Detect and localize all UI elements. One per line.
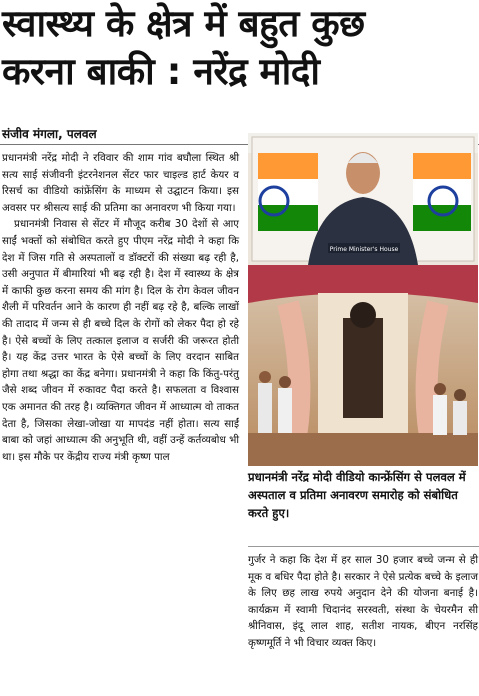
photo-caption: प्रधानमंत्री नरेंद्र मोदी वीडियो कान्फ्रेंसिंग से पलवल में अस्पताल व प्रतिमा अनावरण समारोह को संबोधित करते हुए। xyxy=(248,470,466,520)
headline-line-2: करना बाकी : नरेंद्र मोदी xyxy=(2,50,320,93)
byline: संजीव मंगला, पलवल xyxy=(2,127,97,141)
headline-line-1: स्वास्थ्य के क्षेत्र में बहुत कुछ xyxy=(2,2,365,45)
screen-label: Prime Minister's House xyxy=(329,246,399,253)
paragraph-1: प्रधानमंत्री नरेंद्र मोदी ने रविवार की शाम गांव बघौला स्थित श्री सत्य साई संजीवनी इंटरनेशनल सेंटर फार चाइल्ड हार्ट केयर व रिसर्च का वीडियो कांफ्रेंसिंग के माध्यम से उद्घाटन किया। इस अवसर पर श्रीसत्य साई की प्रतिमा का अनावरण भी किया गया। xyxy=(2,152,239,214)
left-column xyxy=(2,150,239,465)
headline xyxy=(2,0,478,96)
news-photo xyxy=(248,133,478,466)
right-column xyxy=(248,552,478,652)
photo-illustration xyxy=(248,133,478,466)
paragraph-2: प्रधानमंत्री निवास से सेंटर में मौजूद करीब 30 देशों से आए साईं भक्तों को संबोधित करते हुए पीएम नरेंद्र मोदी ने कहा कि देश में जिस गति से अस्पतालों व डॉक्टरों की संख्या बढ़ रही है, उसी अनुपात में बीमारियां भी बढ़ रही है। देश में स्वास्थ्य के क्षेत्र में काफी कुछ करना समय की मांग है। दिल के रोग केवल जीवन शैली में परिवर्तन आने के कारण ही नहीं बढ़ रहे है, बल्कि लाखों की तादाद में जन्म से ही बच्चे दिल के रोगों को लेकर पैदा हो रहे है। ऐसे बच्चों के लिए तत्काल इलाज व सर्जरी की जरूरत होती है। यह केंद्र उत्तर भारत के ऐसे बच्चों के लिए वरदान साबित होगा तथा श्रद्धा का केंद्र बनेगा। प्रधानमंत्री ने कहा कि किंतु-परंतु जैसे शब्द जीवन में रुकावट पैदा करते है। सफलता व विश्वास एक अमानत की तरह है। व्यक्तिगत जीवन में आध्यात्म वो ताकत देता है, जिसका लेखा-जोखा या मापदंड नहीं होता। सत्य साईं बाबा को जहां आध्यात्म की अनुभूति थी, वहीं उन्हें कर्तव्यबोध भी था। इस मौके पर केंद्रीय राज्य मंत्री कृष्ण पाल xyxy=(2,218,239,463)
statue xyxy=(343,318,383,418)
paragraph-3: गुर्जर ने कहा कि देश में हर साल 30 हजार बच्चे जन्म से ही मूक व बधिर पैदा होते है। सरकार ने ऐसे प्रत्येक बच्चे के इलाज के लिए छह लाख रुपये अनुदान देने की योजना बनाई है। कार्यक्रम में स्वामी चिदानंद सरस्वती, संस्था के चेयरमैन सी श्रीनिवास, इंदू लाल शाह, सतीश नायक, बीएन नरसिंह कृष्णमूर्ति ने भी विचार व्यक्त किए। xyxy=(248,554,478,649)
caption-divider xyxy=(248,546,479,547)
